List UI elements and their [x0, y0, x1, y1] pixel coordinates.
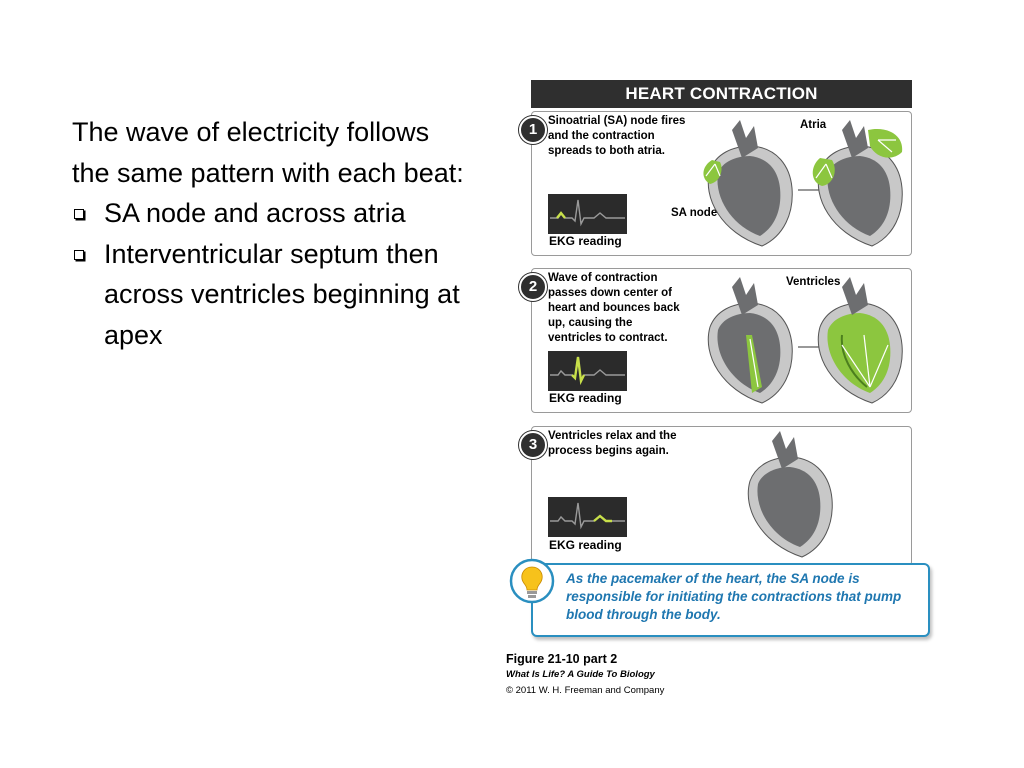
- caption-figure-number: Figure 21-10 part 2: [506, 652, 618, 666]
- callout-box: [531, 563, 930, 637]
- heart-contraction-figure: [500, 78, 940, 698]
- ekg-label: EKG reading: [549, 391, 622, 405]
- step-description: Wave of contraction passes down center of heart and bounces back up, causing the ventricles to contract.: [548, 272, 680, 344]
- bullet-text: Interventricular septum then across ventricles beginning at apex: [104, 238, 460, 350]
- heart-diagram-relaxed: [732, 429, 872, 563]
- sa-node-label: SA node: [671, 207, 718, 219]
- ekg-label: EKG reading: [549, 538, 622, 552]
- step-description: Sinoatrial (SA) node fires and the contraction spreads to both atria.: [548, 115, 686, 157]
- step-description: Ventricles relax and the process begins again.: [548, 430, 677, 457]
- atria-label: Atria: [800, 119, 827, 131]
- bullet-item: [72, 234, 472, 356]
- ventricles-label: Ventricles: [786, 276, 841, 288]
- step-number: 2: [519, 273, 547, 301]
- heart-diagram-atria: [692, 118, 910, 250]
- bullet-item: [72, 193, 472, 234]
- bullet-text: SA node and across atria: [104, 198, 406, 228]
- intro-text: The wave of electricity follows the same pattern with each beat:: [72, 117, 464, 188]
- step-panel-2: [528, 268, 912, 413]
- figure-caption: [506, 651, 664, 699]
- caption-book-title: What Is Life? A Guide To Biology: [506, 669, 655, 680]
- bullet-list: [72, 193, 472, 355]
- square-bullet-icon: [74, 209, 84, 219]
- callout-text: As the pacemaker of the heart, the SA node is responsible for initiating the contractions that pump blood through the body.: [566, 571, 902, 622]
- caption-copyright: © 2011 W. H. Freeman and Company: [506, 685, 665, 696]
- ekg-trace: [548, 497, 627, 537]
- ekg-trace: [548, 194, 627, 234]
- ekg-label: EKG reading: [549, 234, 622, 248]
- ekg-trace: [548, 351, 627, 391]
- step-number: 3: [519, 431, 547, 459]
- step-panel-3: [528, 426, 912, 566]
- step-number: 1: [519, 116, 547, 144]
- lightbulb-icon: [509, 557, 555, 607]
- square-bullet-icon: [74, 250, 84, 260]
- slide-text: [72, 112, 472, 355]
- heart-diagram-ventricles: [692, 275, 910, 407]
- figure-title: HEART CONTRACTION: [531, 80, 912, 108]
- step-panel-1: [528, 111, 912, 256]
